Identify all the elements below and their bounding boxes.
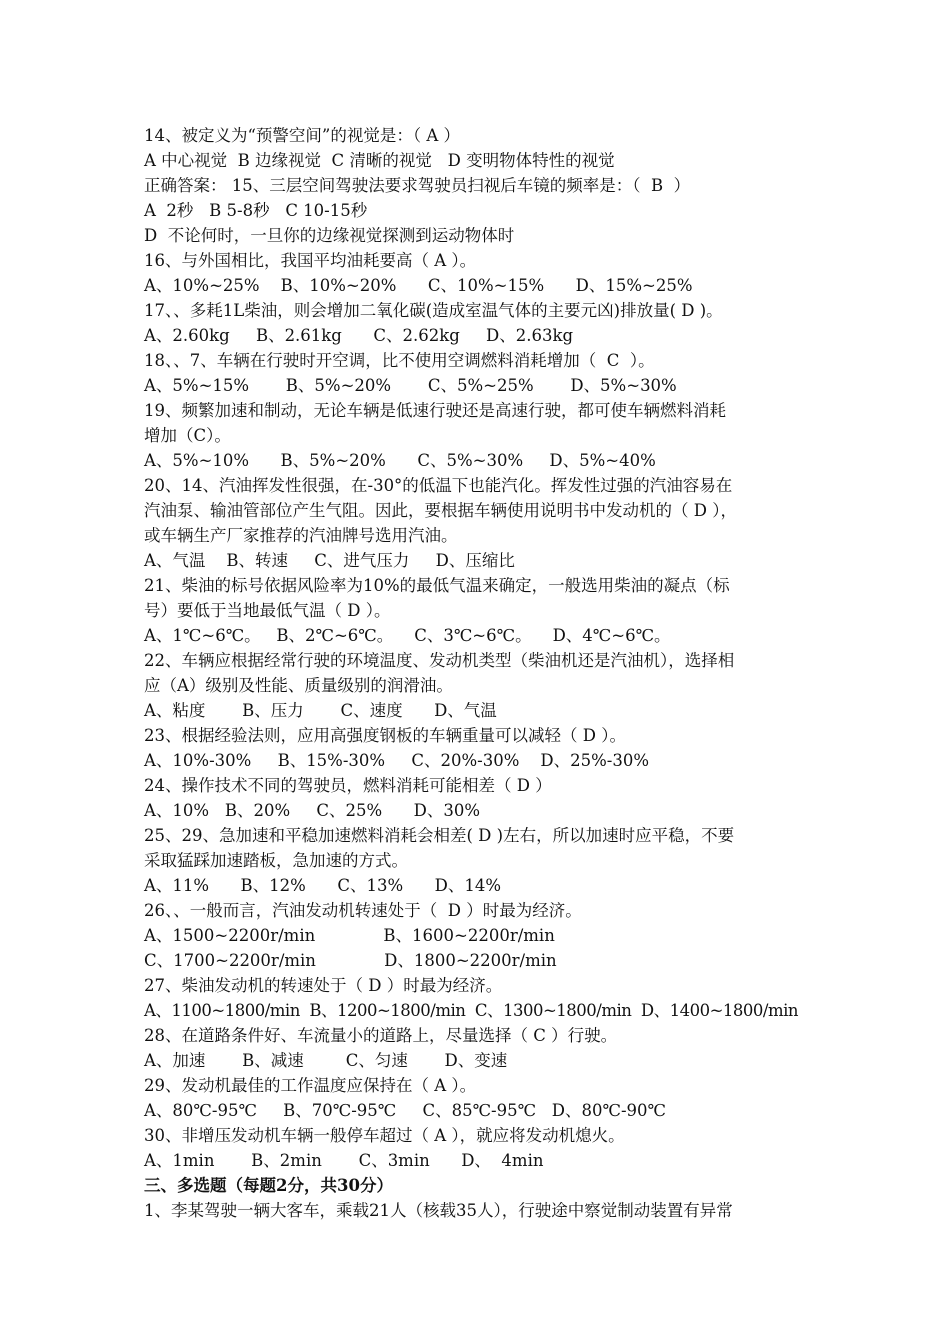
multi-question-1: 1、李某驾驶一辆大客车，乘载21人（核载35人），行驶途中察觉制动装置有异常 [144,1201,733,1220]
question-25: 25、29、急加速和平稳加速燃料消耗会相差( D )左右，所以加速时应平稳，不要 [144,826,735,845]
question-26-options-cd: C、1700~2200r/min D、1800~2200r/min [144,951,557,970]
question-29: 29、发动机最佳的工作温度应保持在（ A ）。 [144,1076,477,1095]
question-27: 27、柴油发动机的转速处于（ D ）时最为经济。 [144,976,503,995]
question-19: 19、频繁加速和制动，无论车辆是低速行驶还是高速行驶，都可使车辆燃料消耗 [144,401,726,420]
question-15-option-d: D 不论何时，一旦你的边缘视觉探测到运动物体时 [144,226,515,245]
question-21-cont: 号）要低于当地最低气温（ D ）。 [144,601,391,620]
question-22: 22、车辆应根据经常行驶的环境温度、发动机类型（柴油机还是汽油机），选择相 [144,651,735,670]
document-body [144,123,814,1223]
question-28-options: A、加速 B、减速 C、匀速 D、变速 [144,1051,508,1070]
question-19-options: A、5%~10% B、5%~20% C、5%~30% D、5%~40% [144,451,656,470]
question-23-options: A、10%-30% B、15%-30% C、20%-30% D、25%-30% [144,751,650,770]
question-22-options: A、粘度 B、压力 C、速度 D、气温 [144,701,497,720]
question-20-cont-1: 汽油泵、输油管部位产生气阻。因此，要根据车辆使用说明书中发动机的（ D ）， [144,501,737,520]
question-28: 28、在道路条件好、车流量小的道路上，尽量选择（ C ）行驶。 [144,1026,618,1045]
question-21: 21、柴油的标号依据风险率为10%的最低气温来确定，一般选用柴油的凝点（标 [144,576,730,595]
question-15: 正确答案： 15、三层空间驾驶法要求驾驶员扫视后车镜的频率是：（ B ） [144,176,691,195]
question-15-options: A 2秒 B 5-8秒 C 10-15秒 [144,201,368,220]
question-14-options: A 中心视觉 B 边缘视觉 C 清晰的视觉 D 变明物体特性的视觉 [144,151,615,170]
question-14: 14、被定义为“预警空间”的视觉是：（ A ） [144,126,461,145]
question-17: 17、、多耗1L柴油，则会增加二氧化碳(造成室温气体的主要元凶)排放量( D )。 [144,301,723,320]
question-20-options: A、气温 B、转速 C、进气压力 D、压缩比 [144,551,515,570]
question-26-options-ab: A、1500~2200r/min B、1600~2200r/min [144,926,555,945]
question-27-options: A、1100~1800/min B、1200~1800/min C、1300~1800/min D、1400~1800/min [144,1001,799,1020]
question-16: 16、与外国相比，我国平均油耗要高（ A ）。 [144,251,477,270]
question-23: 23、根据经验法则，应用高强度钢板的车辆重量可以减轻（ D ）。 [144,726,626,745]
question-21-options: A、1℃~6℃。 B、2℃~6℃。 C、3℃~6℃。 D、4℃~6℃。 [144,626,671,645]
question-24-options: A、10% B、20% C、25% D、30% [144,801,481,820]
question-25-options: A、11% B、12% C、13% D、14% [144,876,501,895]
question-20: 20、14、汽油挥发性很强，在-30°的低温下也能汽化。挥发性过强的汽油容易在 [144,476,733,495]
question-22-cont: 应（A）级别及性能、质量级别的润滑油。 [144,676,453,695]
question-29-options: A、80℃-95℃ B、70℃-95℃ C、85℃-95℃ D、80℃-90℃ [144,1101,667,1120]
question-20-cont-2: 或车辆生产厂家推荐的汽油牌号选用汽油。 [144,526,458,545]
question-16-options: A、10%~25% B、10%~20% C、10%~15% D、15%~25% [144,276,693,295]
question-26: 26、、一般而言，汽油发动机转速处于（ D ）时最为经济。 [144,901,582,920]
question-25-cont: 采取猛踩加速踏板，急加速的方式。 [144,851,408,870]
question-30-options: A、1min B、2min C、3min D、 4min [144,1151,544,1170]
question-24: 24、操作技术不同的驾驶员，燃料消耗可能相差（ D ） [144,776,552,795]
question-18-options: A、5%~15% B、5%~20% C、5%~25% D、5%~30% [144,376,677,395]
question-19-cont: 增加（C）。 [144,426,231,445]
section-heading-multiple-choice: 三、多选题（每题2分，共30分） [144,1176,393,1195]
question-30: 30、非增压发动机车辆一般停车超过（ A ），就应将发动机熄火。 [144,1126,625,1145]
question-17-options: A、2.60kg B、2.61kg C、2.62kg D、2.63kg [144,326,574,345]
question-18: 18、、7、车辆在行驶时开空调，比不使用空调燃料消耗增加（ C ）。 [144,351,655,370]
